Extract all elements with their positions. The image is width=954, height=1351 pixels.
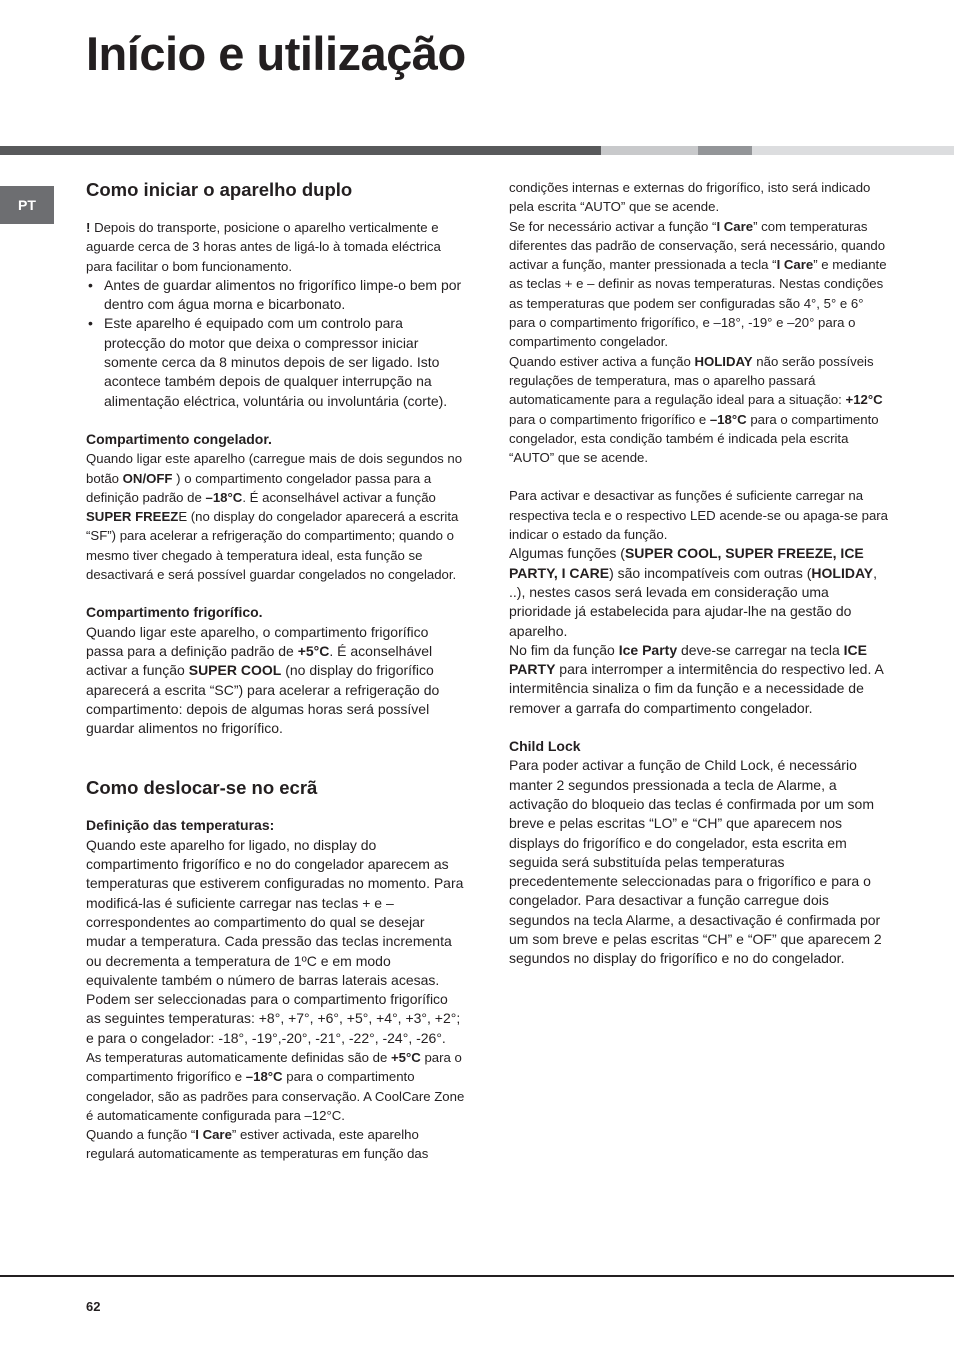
freezer-paragraph: Quando ligar este aparelho (carregue mais de dois segundos no botão ON/OFF ) o compartimento congelador passa para a definição padrão de –18°C. É aconselhável activar a função SUPER FREEZE (no display do congelador aparecerá a escrita “SF”) para acelerar a refrigeração do compartimento; quando o mesmo tiver chegado à temperatura ideal, esta função se desactivará e será possível guardar congelados no congelador. (86, 451, 463, 583)
subheading-child-lock: Child Lock (509, 738, 581, 755)
language-tab: PT (0, 186, 54, 224)
warning-paragraph: ! Depois do transporte, posicione o aparelho verticalmente e aguarde cerca de 3 horas antes de ligá-lo à tomada eléctrica para facilitar o bom funcionamento. (86, 220, 441, 274)
functions-toggle-paragraph: Para activar e desactivar as funções é suficiente carregar na respectiva tecla e o respectivo LED acende-se ou apaga-se para indicar o estado da função. (509, 488, 888, 543)
section-heading-navigation: Como deslocar-se no ecrã (86, 777, 318, 799)
auto-temperatures-paragraph: As temperaturas automaticamente definidas são de +5°C para o compartimento frigorífico e –18°C para o compartimento congelador, são as padrões para conservação. A CoolCare Zone é automaticamente configurada para –12°C. (86, 1049, 465, 1123)
bullet-item: • Este aparelho é equipado com um controlo para protecção do motor que deixa o compressor iniciar somente cerca da 8 minutos depois de ser ligado. Isto acontece também depois de qualquer interrupção na alimentação eléctrica, voluntária ou involuntária (corte). (86, 314, 466, 410)
bullet-list (86, 276, 466, 411)
temperatures-paragraph: Quando este aparelho for ligado, no display do compartimento frigorífico e no do congelador aparecem as temperaturas que estiverem configuradas no momento. Para modificá-las é suficiente carregar nas teclas + e – correspondentes ao compartimento do qual se desejar mudar a temperatura. Cada pressão das teclas incrementa ou decrementa a temperatura de 1ºC e em modo equivalente também o número de barras laterais acesas. Podem ser seleccionadas para o compartimento frigorífico as seguintes temperaturas: +8°, +7°, +6°, +5°, +4°, +3°, +2°; e para o congelador: -18°, -19°,-20°, -21°, -22°, -24°, -26°. (86, 836, 464, 1046)
incompatible-functions-paragraph: Algumas funções (SUPER COOL, SUPER FREEZE, ICE PARTY, I CARE) são incompatíveis com outras (HOLIDAY, ..), nestes casos será levada em consideração uma prioridade já estabelecida para ajudar-lhe na gestão do aparelho. (509, 545, 877, 639)
header-rule-dark (0, 146, 601, 155)
ice-party-paragraph: No fim da função Ice Party deve-se carregar na tecla ICE PARTY para interromper a intermitência do respectivo led. A intermitência sinaliza o fim da função e a necessidade de remover a garrafa do compartimento congelador. (509, 641, 884, 716)
page-number: 62 (86, 1299, 101, 1314)
auto-indicator-paragraph: condições internas e externas do frigorífico, isto será indicado pela escrita “AUTO” que se acende. (509, 180, 871, 215)
subheading-freezer: Compartimento congelador. (86, 430, 272, 447)
header-rule-mid (698, 146, 752, 155)
page-title: Início e utilização (86, 27, 466, 80)
holiday-paragraph: Quando estiver activa a função HOLIDAY não serão possíveis regulações de temperatura, mas o aparelho passará automaticamente para a regulação ideal para a situação: +12°C para o compartimento frigorífico e –18°C para o compartimento congelador, esta condição também é indicada pela escrita “AUTO” que se acende. (509, 353, 883, 466)
right-column (509, 178, 889, 969)
subheading-temperatures: Definição das temperaturas: (86, 817, 275, 834)
child-lock-paragraph: Para poder activar a função de Child Lock, é necessário manter 2 segundos pressionada a tecla de Alarme, a activação do bloqueio das teclas é confirmada por um som breve e pelas escritas “LO” e “CH” que aparecem nos displays do frigorífico e do congelador, esta escrita em seguida será substituída pelas temperaturas precedentemente seleccionadas para o frigorífico e para o congelador. Para desactivar a função carregue dois segundos na tecla Alarme, a desactivação é confirmada por um som breve e pelas escritas “CH” e “OF” que aparecem 2 segundos no display do frigorífico e no do congelador. (509, 757, 882, 967)
fridge-paragraph: Quando ligar este aparelho, o compartimento frigorífico passa para a definição padrão de +5°C. É aconselhável activar a função SUPER COOL (no display do frigorífico aparecerá a escrita “SC”) para acelerar a refrigeração do compartimento: depois de algumas horas será possível guardar alimentos no frigorífico. (86, 623, 440, 737)
footer-rule (0, 1275, 954, 1277)
left-column (86, 178, 466, 1164)
header-rule-pale (752, 146, 954, 155)
header-rule-light (601, 146, 698, 155)
icare-settings-paragraph: Se for necessário activar a função “I Care” com temperaturas diferentes das padrão de conservação, será necessário, quando activar a função, manter pressionada a tecla “I Care” e mediante as teclas + e – definir as novas temperaturas. Nestas condições as temperaturas que podem ser configuradas são 4°, 5° e 6° para o compartimento frigorífico, e –18°, -19° e –20° para o compartimento congelador. (509, 218, 887, 350)
subheading-fridge: Compartimento frigorífico. (86, 604, 263, 621)
section-heading-start: Como iniciar o aparelho duplo (86, 179, 353, 200)
icare-paragraph: Quando a função “I Care” estiver activada, este aparelho regulará automaticamente as temperaturas em função das (86, 1127, 429, 1162)
bullet-item: • Antes de guardar alimentos no frigorífico limpe-o bem por dentro com água morna e bicarbonato. (86, 276, 466, 315)
